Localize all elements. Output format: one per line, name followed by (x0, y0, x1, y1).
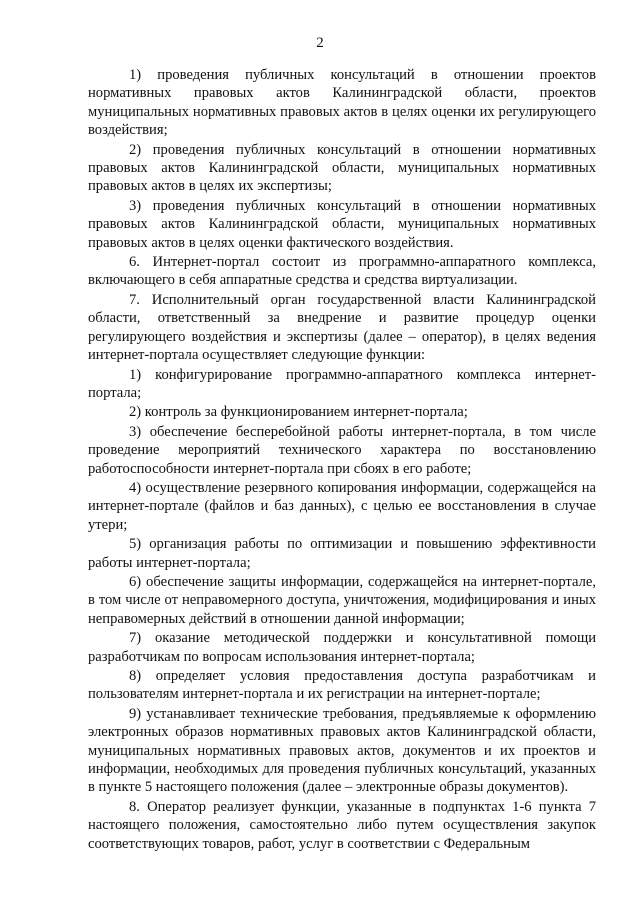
document-body (88, 66, 596, 853)
paragraph-item-3: 3) проведения публичных консультаций в отношении нормативных правовых актов Калининградской области, муниципальных нормативных правовых актов в целях оценки фактического воздействия. (88, 197, 596, 251)
function-item-3: 3) обеспечение бесперебойной работы интернет-портала, в том числе проведение мероприятий технического характера по восстановлению работоспособности интернет-портала при сбоях в его работе; (88, 423, 596, 477)
paragraph-section-8: 8. Оператор реализует функции, указанные в подпунктах 1-6 пункта 7 настоящего положения, самостоятельно либо путем осуществления закупок соответствующих товаров, работ, услуг в соответствии с Федеральным (88, 798, 596, 852)
paragraph-item-1: 1) проведения публичных консультаций в отношении проектов нормативных правовых актов Калининградской области, проектов муниципальных нормативных правовых актов в целях оценки их регулирующего воздействия; (88, 67, 596, 139)
function-item-4: 4) осуществление резервного копирования информации, содержащейся на интернет-портале (файлов и баз данных), с целью ее восстановления в случае утери; (88, 479, 596, 533)
function-item-6: 6) обеспечение защиты информации, содержащейся на интернет-портале, в том числе от неправомерного доступа, уничтожения, модифицирования и иных неправомерных действий в отношении данной информации; (88, 573, 596, 627)
function-item-9: 9) устанавливает технические требования, предъявляемые к оформлению электронных образов нормативных правовых актов Калининградской области, муниципальных нормативных правовых актов, документов и их проектов и информации, необходимых для проведения публичных консультаций, указанных в пункте 5 настоящего положения (далее – электронные образы документов). (88, 705, 596, 796)
function-item-2: 2) контроль за функционированием интернет-портала; (129, 404, 468, 421)
function-item-1: 1) конфигурирование программно-аппаратного комплекса интернет-портала; (88, 366, 596, 401)
paragraph-section-7: 7. Исполнительный орган государственной власти Калининградской области, ответственный за внедрение и развитие процедур оценки регулирующего воздействия и экспертизы (далее – оператор), в целях ведения интернет-портала осуществляет следующие функции: (88, 291, 596, 364)
page-number: 2 (316, 35, 324, 51)
paragraph-item-2: 2) проведения публичных консультаций в отношении нормативных правовых актов Калининградской области, муниципальных нормативных правовых актов в целях их экспертизы; (88, 141, 596, 195)
function-item-8: 8) определяет условия предоставления доступа разработчикам и пользователям интернет-портала и их регистрации на интернет-портале; (88, 668, 596, 703)
function-item-7: 7) оказание методической поддержки и консультативной помощи разработчикам по вопросам использования интернет-портала; (88, 630, 596, 665)
function-item-5: 5) организация работы по оптимизации и повышению эффективности работы интернет-портала; (88, 536, 596, 571)
paragraph-section-6: 6. Интернет-портал состоит из программно-аппаратного комплекса, включающего в себя аппаратные средства и средства виртуализации. (88, 254, 596, 289)
